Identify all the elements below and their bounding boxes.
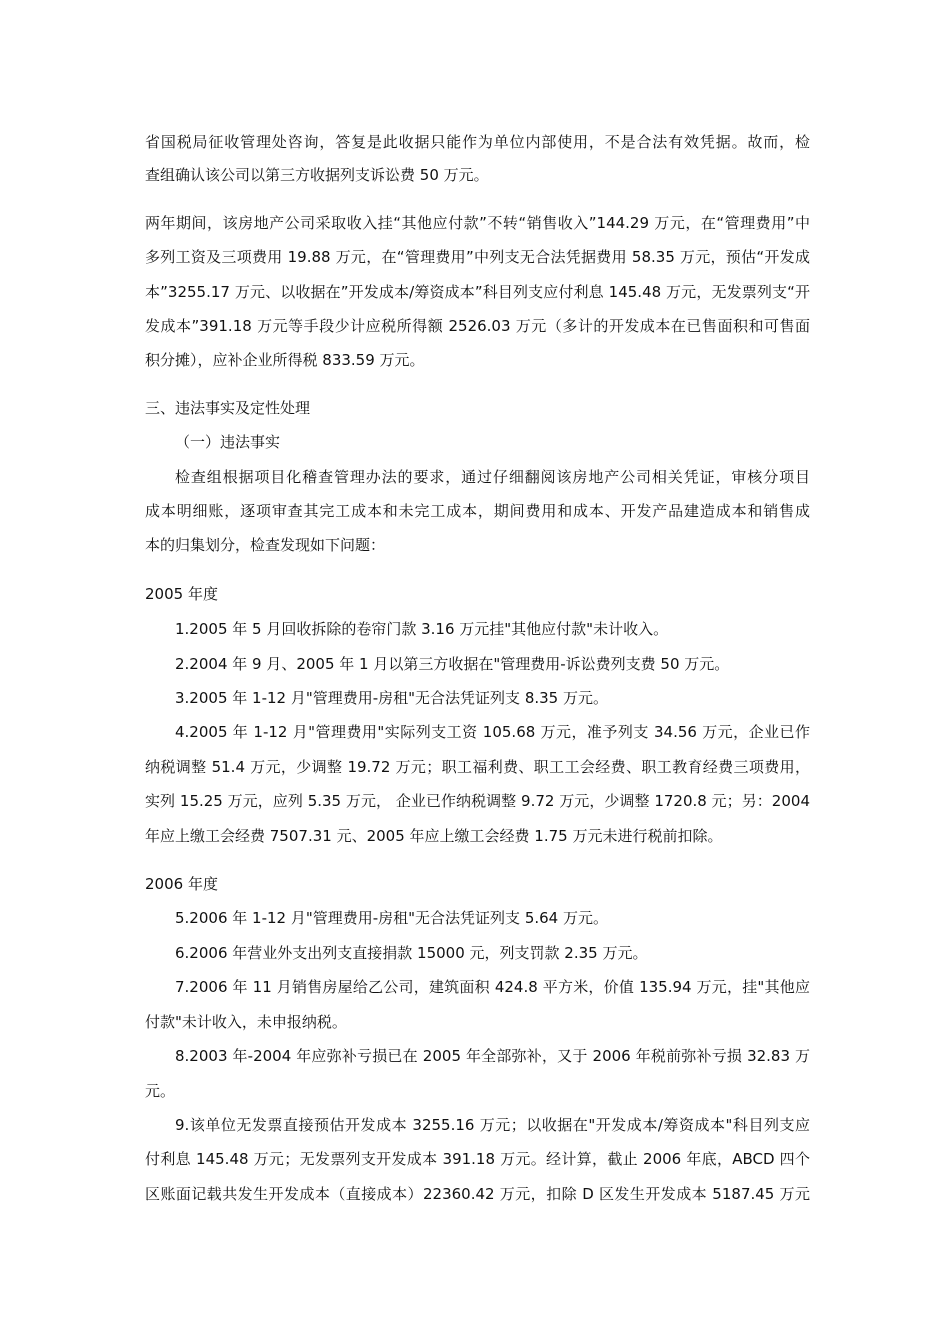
- list-item: 4.2005 年 1-12 月"管理费用"实际列支工资 105.68 万元，准予列支 34.56 万元，企业已作: [175, 723, 810, 741]
- paragraph-line: 两年期间，该房地产公司采取收入挂“其他应付款”不转“销售收入”144.29 万元，在“管理费用”中: [145, 214, 810, 232]
- list-item: 2.2004 年 9 月、2005 年 1 月以第三方收据在"管理费用-诉讼费列支费 50 万元。: [175, 655, 730, 673]
- list-item: 5.2006 年 1-12 月"管理费用-房租"无合法凭证列支 5.64 万元。: [175, 909, 608, 927]
- list-item: 9.该单位无发票直接预估开发成本 3255.16 万元；以收据在"开发成本/筹资成本"科目列支应: [175, 1116, 810, 1134]
- list-item-continuation: 付款"未计收入，未申报纳税。: [145, 1013, 347, 1031]
- list-item: 7.2006 年 11 月销售房屋给乙公司，建筑面积 424.8 平方米，价值 135.94 万元，挂"其他应: [175, 978, 810, 996]
- paragraph-line: 成本明细账，逐项审查其完工成本和未完工成本，期间费用和成本、开发产品建造成本和销售成: [145, 502, 810, 520]
- subsection-heading: （一）违法事实: [175, 433, 281, 451]
- list-item-continuation: 付利息 145.48 万元；无发票列支开发成本 391.18 万元。经计算，截止 2006 年底，ABCD 四个: [145, 1150, 810, 1168]
- list-item: 6.2006 年营业外支出列支直接捐款 15000 元，列支罚款 2.35 万元。: [175, 944, 648, 962]
- paragraph-line: 查组确认该公司以第三方收据列支诉讼费 50 万元。: [145, 166, 489, 184]
- list-item: 3.2005 年 1-12 月"管理费用-房租"无合法凭证列支 8.35 万元。: [175, 689, 608, 707]
- list-item: 8.2003 年-2004 年应弥补亏损已在 2005 年全部弥补，又于 2006 年税前弥补亏损 32.83 万: [175, 1047, 810, 1065]
- list-item-continuation: 元。: [145, 1082, 176, 1100]
- list-item-continuation: 区账面记载共发生开发成本（直接成本）22360.42 万元，扣除 D 区发生开发成本 5187.45 万元: [145, 1185, 810, 1203]
- paragraph-line: 积分摊），应补企业所得税 833.59 万元。: [145, 351, 425, 369]
- section-heading: 三、违法事实及定性处理: [145, 399, 311, 417]
- paragraph-line: 发成本”391.18 万元等手段少计应税所得额 2526.03 万元（多计的开发成本在已售面积和可售面: [145, 317, 810, 335]
- year-heading: 2006 年度: [145, 875, 218, 893]
- list-item: 1.2005 年 5 月回收拆除的卷帘门款 3.16 万元挂"其他应付款"未计收入。: [175, 620, 669, 638]
- paragraph-line: 多列工资及三项费用 19.88 万元，在“管理费用”中列支无合法凭据费用 58.35 万元，预估“开发成: [145, 248, 810, 266]
- list-item-continuation: 实列 15.25 万元，应列 5.35 万元， 企业已作纳税调整 9.72 万元，少调整 1720.8 元；另：2004: [145, 792, 810, 810]
- paragraph-line: 本”3255.17 万元、以收据在”开发成本/筹资成本”科目列支应付利息 145.48 万元，无发票列支“开: [145, 283, 810, 301]
- list-item-continuation: 年应上缴工会经费 7507.31 元、2005 年应上缴工会经费 1.75 万元未进行税前扣除。: [145, 827, 723, 845]
- year-heading: 2005 年度: [145, 585, 218, 603]
- paragraph-line: 检查组根据项目化稽查管理办法的要求，通过仔细翻阅该房地产公司相关凭证，审核分项目: [175, 468, 810, 486]
- paragraph-line: 省国税局征收管理处咨询，答复是此收据只能作为单位内部使用，不是合法有效凭据。故而，检: [145, 133, 810, 151]
- paragraph-line: 本的归集划分，检查发现如下问题：: [145, 536, 386, 554]
- list-item-continuation: 纳税调整 51.4 万元，少调整 19.72 万元；职工福利费、职工工会经费、职工教育经费三项费用，: [145, 758, 810, 776]
